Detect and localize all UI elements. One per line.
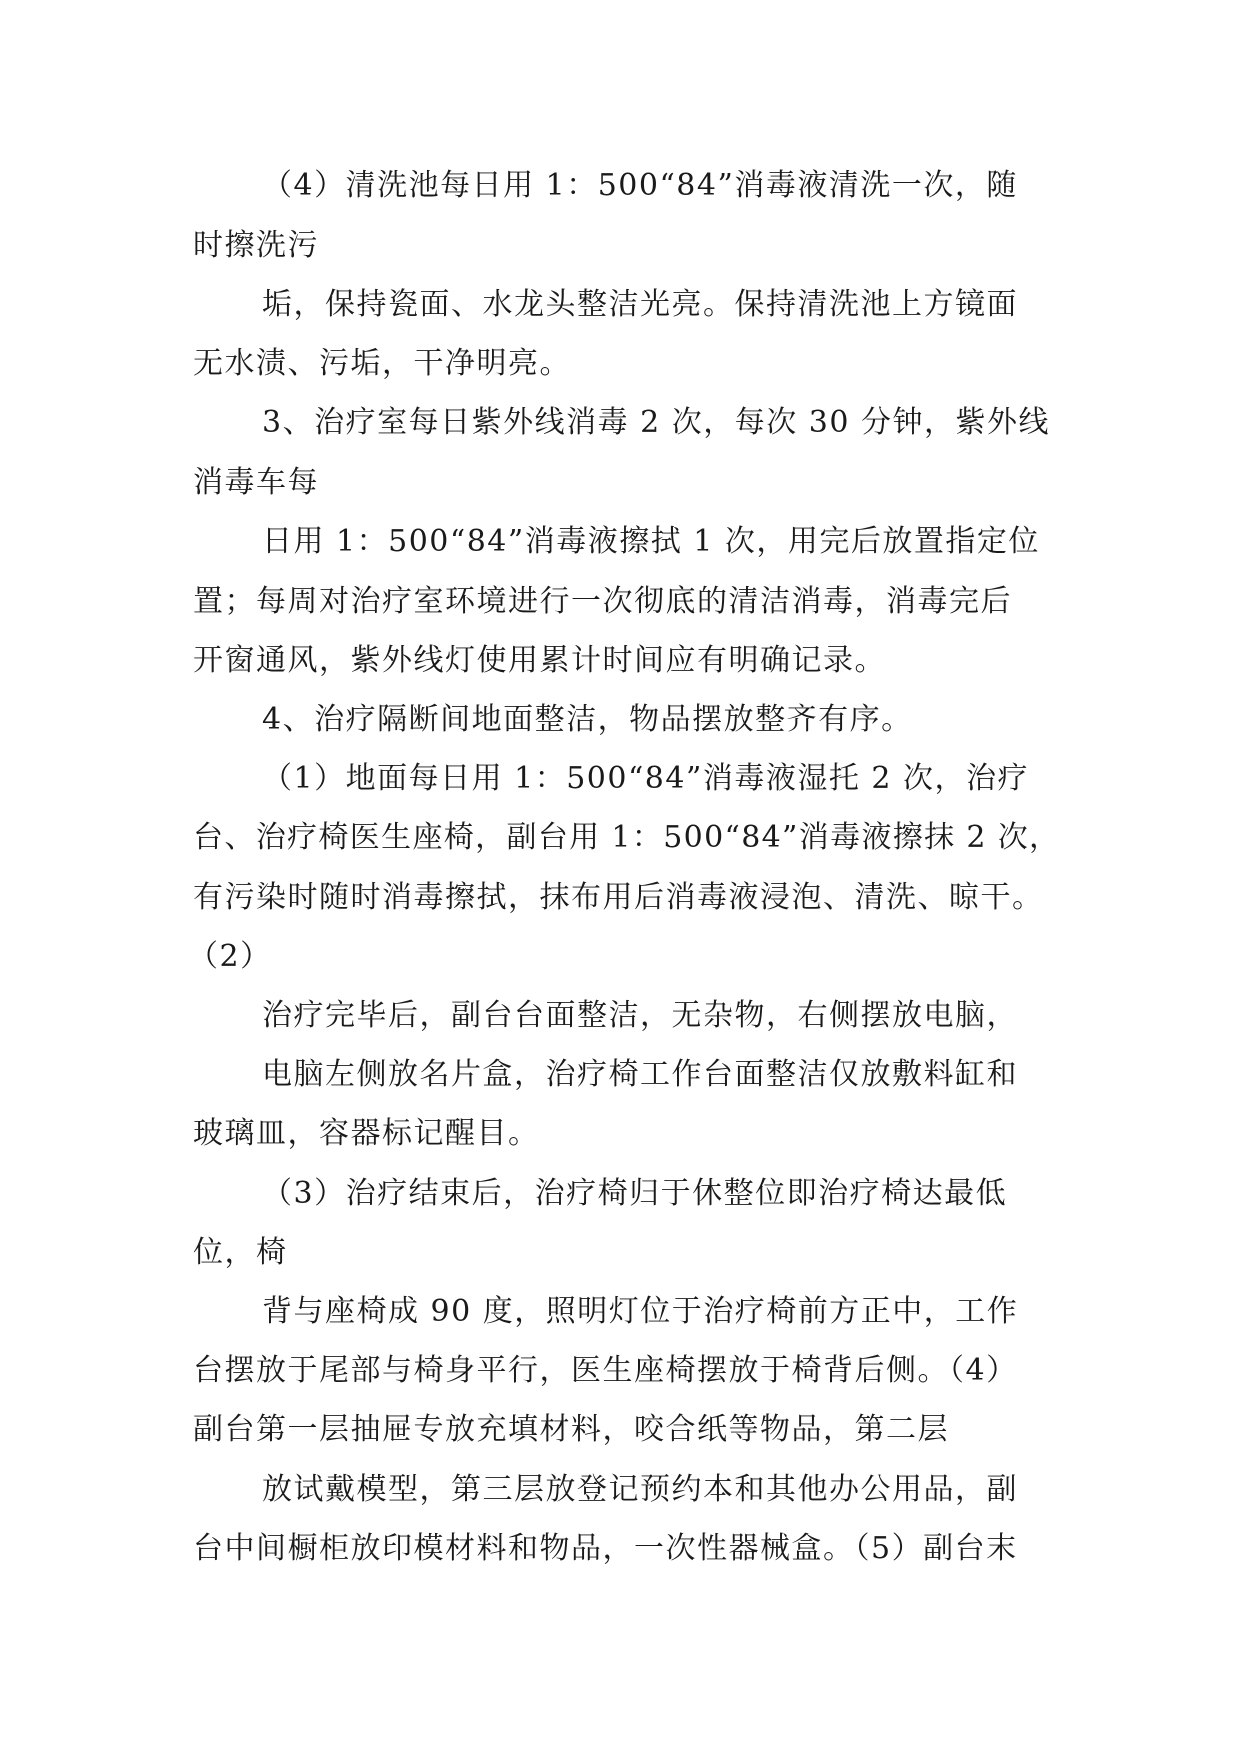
- text-line-19: 位，椅: [193, 1235, 288, 1270]
- text-line-20: 背与座椅成 90 度，照明灯位于治疗椅前方正中，工作: [262, 1294, 1019, 1329]
- text-line-6: 消毒车每: [193, 465, 319, 500]
- text-line-5: 3、治疗室每日紫外线消毒 2 次，每次 30 分钟，紫外线: [262, 405, 1050, 440]
- text-line-7: 日用 1：500“84”消毒液擦拭 1 次，用完后放置指定位: [262, 524, 1040, 559]
- text-line-22: 副台第一层抽屉专放充填材料，咬合纸等物品，第二层: [193, 1412, 949, 1447]
- text-line-24: 台中间橱柜放印模材料和物品，一次性器械盒。（5）副台末: [193, 1531, 1018, 1566]
- text-line-21: 台摆放于尾部与椅身平行，医生座椅摆放于椅背后侧。（4）: [193, 1353, 1018, 1388]
- text-line-4: 无水渍、污垢，干净明亮。: [193, 346, 571, 381]
- text-line-17: 玻璃皿，容器标记醒目。: [193, 1116, 540, 1151]
- text-line-23: 放试戴模型，第三层放登记预约本和其他办公用品，副: [262, 1472, 1018, 1507]
- text-line-8: 置；每周对治疗室环境进行一次彻底的清洁消毒，消毒完后: [193, 584, 1012, 619]
- text-line-12: 台、治疗椅医生座椅，副台用 1：500“84”消毒液擦抹 2 次，: [193, 820, 1061, 855]
- text-line-11: （1）地面每日用 1：500“84”消毒液湿托 2 次，治疗: [262, 761, 1029, 796]
- text-line-1: （4）清洗池每日用 1：500“84”消毒液清洗一次，随: [262, 168, 1018, 203]
- text-line-3: 垢，保持瓷面、水龙头整洁光亮。保持清洗池上方镜面: [262, 287, 1018, 322]
- text-line-18: （3）治疗结束后，治疗椅归于休整位即治疗椅达最低: [262, 1176, 1008, 1211]
- text-line-2: 时擦洗污: [193, 228, 319, 263]
- text-line-9: 开窗通风，紫外线灯使用累计时间应有明确记录。: [193, 643, 886, 678]
- text-line-10: 4、治疗隔断间地面整洁，物品摆放整齐有序。: [262, 702, 913, 737]
- text-line-15: 治疗完毕后，副台台面整洁，无杂物，右侧摆放电脑，: [262, 998, 1018, 1033]
- text-line-16: 电脑左侧放名片盒，治疗椅工作台面整洁仅放敷料缸和: [262, 1057, 1018, 1092]
- text-line-13: 有污染时随时消毒擦拭，抹布用后消毒液浸泡、清洗、晾干。: [193, 880, 1044, 915]
- text-line-14: （2）: [188, 939, 272, 974]
